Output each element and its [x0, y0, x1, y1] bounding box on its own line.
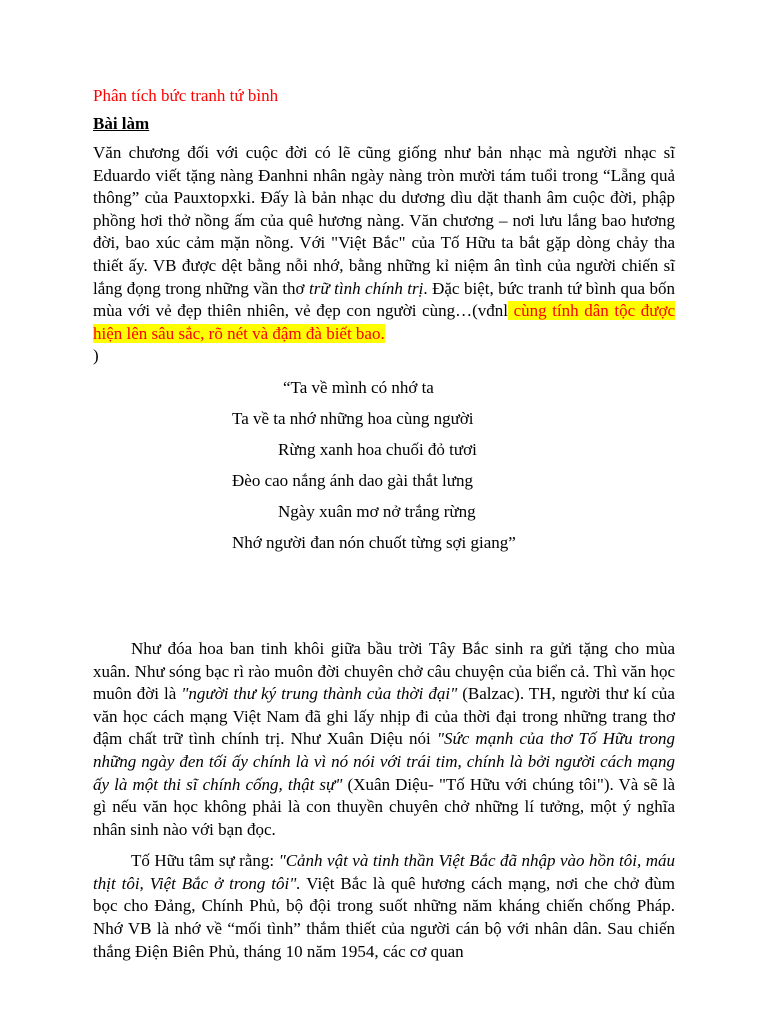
- para2-text-e: (Xuân Diệu- "Tố Hữu với chúng tôi"). Và sẽ là gì nếu văn học không phải là con thuyền chuyên chở những lí tưởng, một ý nghĩa nhân sinh nào với bạn đọc.: [93, 774, 675, 839]
- poem-line: Nhớ người đan nón chuốt từng sợi giang”: [232, 532, 516, 552]
- para3-text-a: Tố Hữu tâm sự rằng:: [131, 851, 279, 871]
- para2-text-a: Như đóa hoa ban tinh khôi giữa bầu trời Tây Bắc sinh ra gửi tặng cho mùa xuân. Như sóng bạc rì rào muôn đời chuyên chở câu chuyện của biển cả. Thì văn học muôn đời là: [93, 638, 675, 704]
- para2-quote-balzac: "người thư ký trung thành của thời đại": [181, 684, 458, 704]
- para3-text-c: Việt Bắc là quê hương cách mạng, nơi che chở đùm bọc cho Đảng, Chính Phủ, bộ đội trong suốt những năm kháng chiến chống Pháp. Nhớ VB là nhớ về “mối tình” thắm thiết của người cán bộ với nhân dân. Sau chiến thắng Điện Biên Phủ, tháng 10 năm 1954, các cơ quan: [93, 873, 675, 961]
- document-page: [93, 84, 675, 963]
- poem-line: Ngày xuân mơ nở trắng rừng: [278, 501, 476, 521]
- poem-block: [93, 377, 675, 563]
- body-paragraph: [93, 850, 675, 963]
- intro-text: Văn chương đối với cuộc đời có lẽ cũng giống như bản nhạc mà người nhạc sĩ Eduardo viết tặng nàng Đanhni nhân ngày nàng tròn mười tám tuổi trong “Lẵng quả thông” của Pauxtopxki. Đấy là bản nhạc du dương dìu dặt thanh âm cuộc đời, phập phồng hơi thở nồng ấm của quê hương nàng. Văn chương – nơi lưu lắng bao hương đời, bao xúc cảm mặn nồng. Với "Việt Bắc" của Tố Hữu ta bắt gặp dòng chảy tha thiết ấy. VB được dệt bằng nỗi nhớ, bằng những kỉ niệm ân tình của người chiến sĩ lắng đọng trong những vần thơ: [93, 143, 675, 298]
- section-heading: Bài làm: [93, 114, 150, 133]
- para3-quote: "Cảnh vật và tinh thần Việt Bắc đã nhập vào hồn tôi, máu thịt tôi, Việt Bắc ở trong tôi".: [93, 851, 675, 893]
- intro-italic: trữ tình chính trị: [309, 278, 424, 298]
- poem-line: Đèo cao nắng ánh dao gài thắt lưng: [232, 470, 473, 490]
- highlighted-text: cùng tính dân tộc được hiện lên sâu sắc, rõ nét và đậm đà biết bao.: [93, 301, 675, 343]
- para2-quote-xuan-dieu: "Sức mạnh của thơ Tố Hữu trong những ngày đen tối ấy chính là vì nó nói với trái tim, chính là bởi người cách mạng ấy là một thi sĩ chính cống, thật sự": [93, 729, 675, 794]
- document-title: Phân tích bức tranh tứ bình: [93, 86, 279, 105]
- poem-line: Rừng xanh hoa chuối đỏ tươi: [278, 439, 477, 459]
- intro-end: ): [93, 346, 99, 366]
- intro-text-2: . Đặc biệt, bức tranh tứ bình qua bốn mùa với vẻ đẹp thiên nhiên, vẻ đẹp con người cùng…(vđnl: [93, 278, 675, 321]
- intro-paragraph: [93, 142, 675, 368]
- poem-line: Ta về ta nhớ những hoa cùng người: [232, 408, 474, 428]
- body-paragraph: [93, 638, 675, 841]
- poem-line: “Ta về mình có nhớ ta: [283, 377, 434, 397]
- para2-text-c: (Balzac). TH, người thư kí của văn học cách mạng Việt Nam đã ghi lấy nhịp đi của thời đại trong những trang thơ đậm chất trữ tình chính trị. Như Xuân Diệu nói: [93, 684, 675, 749]
